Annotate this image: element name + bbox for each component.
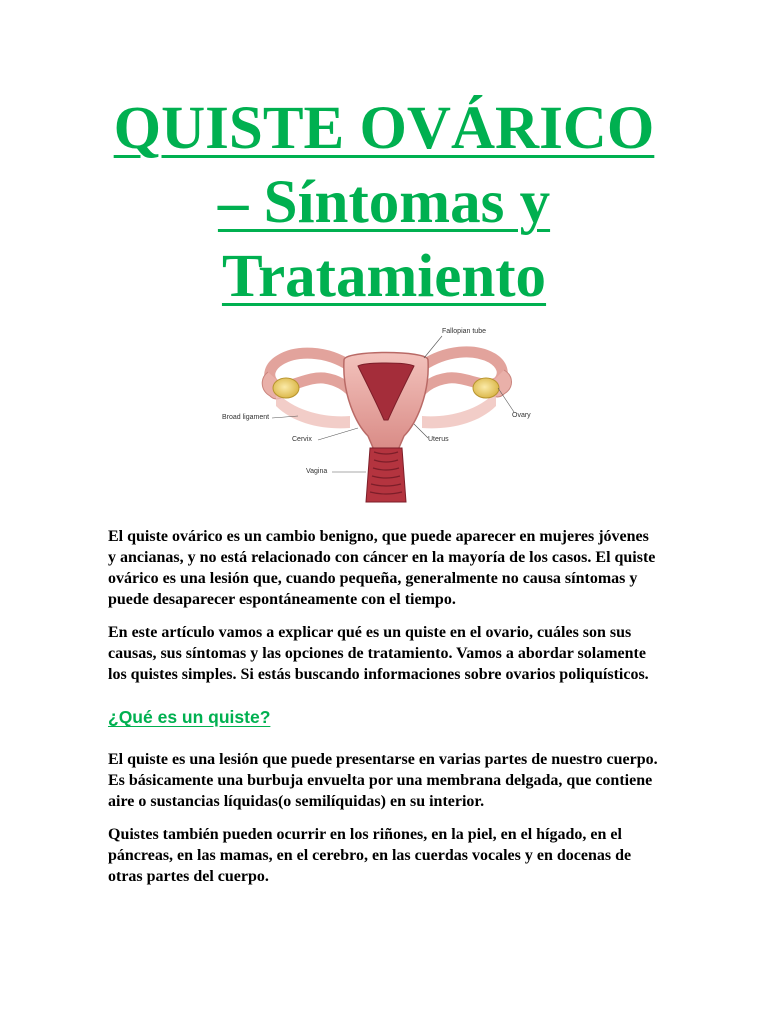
uterus-illustration <box>246 332 546 504</box>
cyst-locations-paragraph: Quistes también pueden ocurrir en los riñones, en la piel, en el hígado, en el páncreas, en las mamas, en el cerebro, en las cuerdas vocales y en docenas de otras partes del cuerpo. <box>108 826 632 885</box>
cyst-definition-paragraph: El quiste es una lesión que puede presentarse en varias partes de nuestro cuerpo. Es básicamente una burbuja envuelta por una membrana delgada, que contiene aire o sustancias líquidas(o semilíquidas) en su interior. <box>108 751 658 810</box>
uterus-anatomy-figure <box>222 328 546 504</box>
title-line-2: – Síntomas y <box>217 169 551 236</box>
article-scope-paragraph: En este artículo vamos a explicar qué es un quiste en el ovario, cuáles son sus causas, sus síntomas y las opciones de tratamiento. Vamos a abordar solamente los quistes simples. Si estás buscando informaciones sobre ovarios poliquísticos. <box>108 624 649 683</box>
title-line-1: QUISTE OVÁRICO <box>113 95 655 162</box>
title-line-3: Tratamiento <box>221 243 547 310</box>
label-broad-ligament: Broad ligament <box>222 414 270 421</box>
label-vagina: Vagina <box>306 468 328 475</box>
label-fallopian-tube: Fallopian tube <box>442 328 486 335</box>
label-cervix: Cervix <box>292 436 312 443</box>
label-ovary: Ovary <box>512 412 531 419</box>
intro-paragraph: El quiste ovárico es un cambio benigno, que puede aparecer en mujeres jóvenes y ancianas, y no está relacionado con cáncer en la mayoría de los casos. El quiste ovárico es una lesión que, cuando pequeña, generalmente no causa síntomas y puede desaparecer espontáneamente con el tiempo. <box>108 528 656 608</box>
label-uterus: Uterus <box>428 436 449 443</box>
section-heading-what-is-cyst: ¿Qué es un quiste? <box>108 707 271 727</box>
document-title <box>108 0 660 314</box>
